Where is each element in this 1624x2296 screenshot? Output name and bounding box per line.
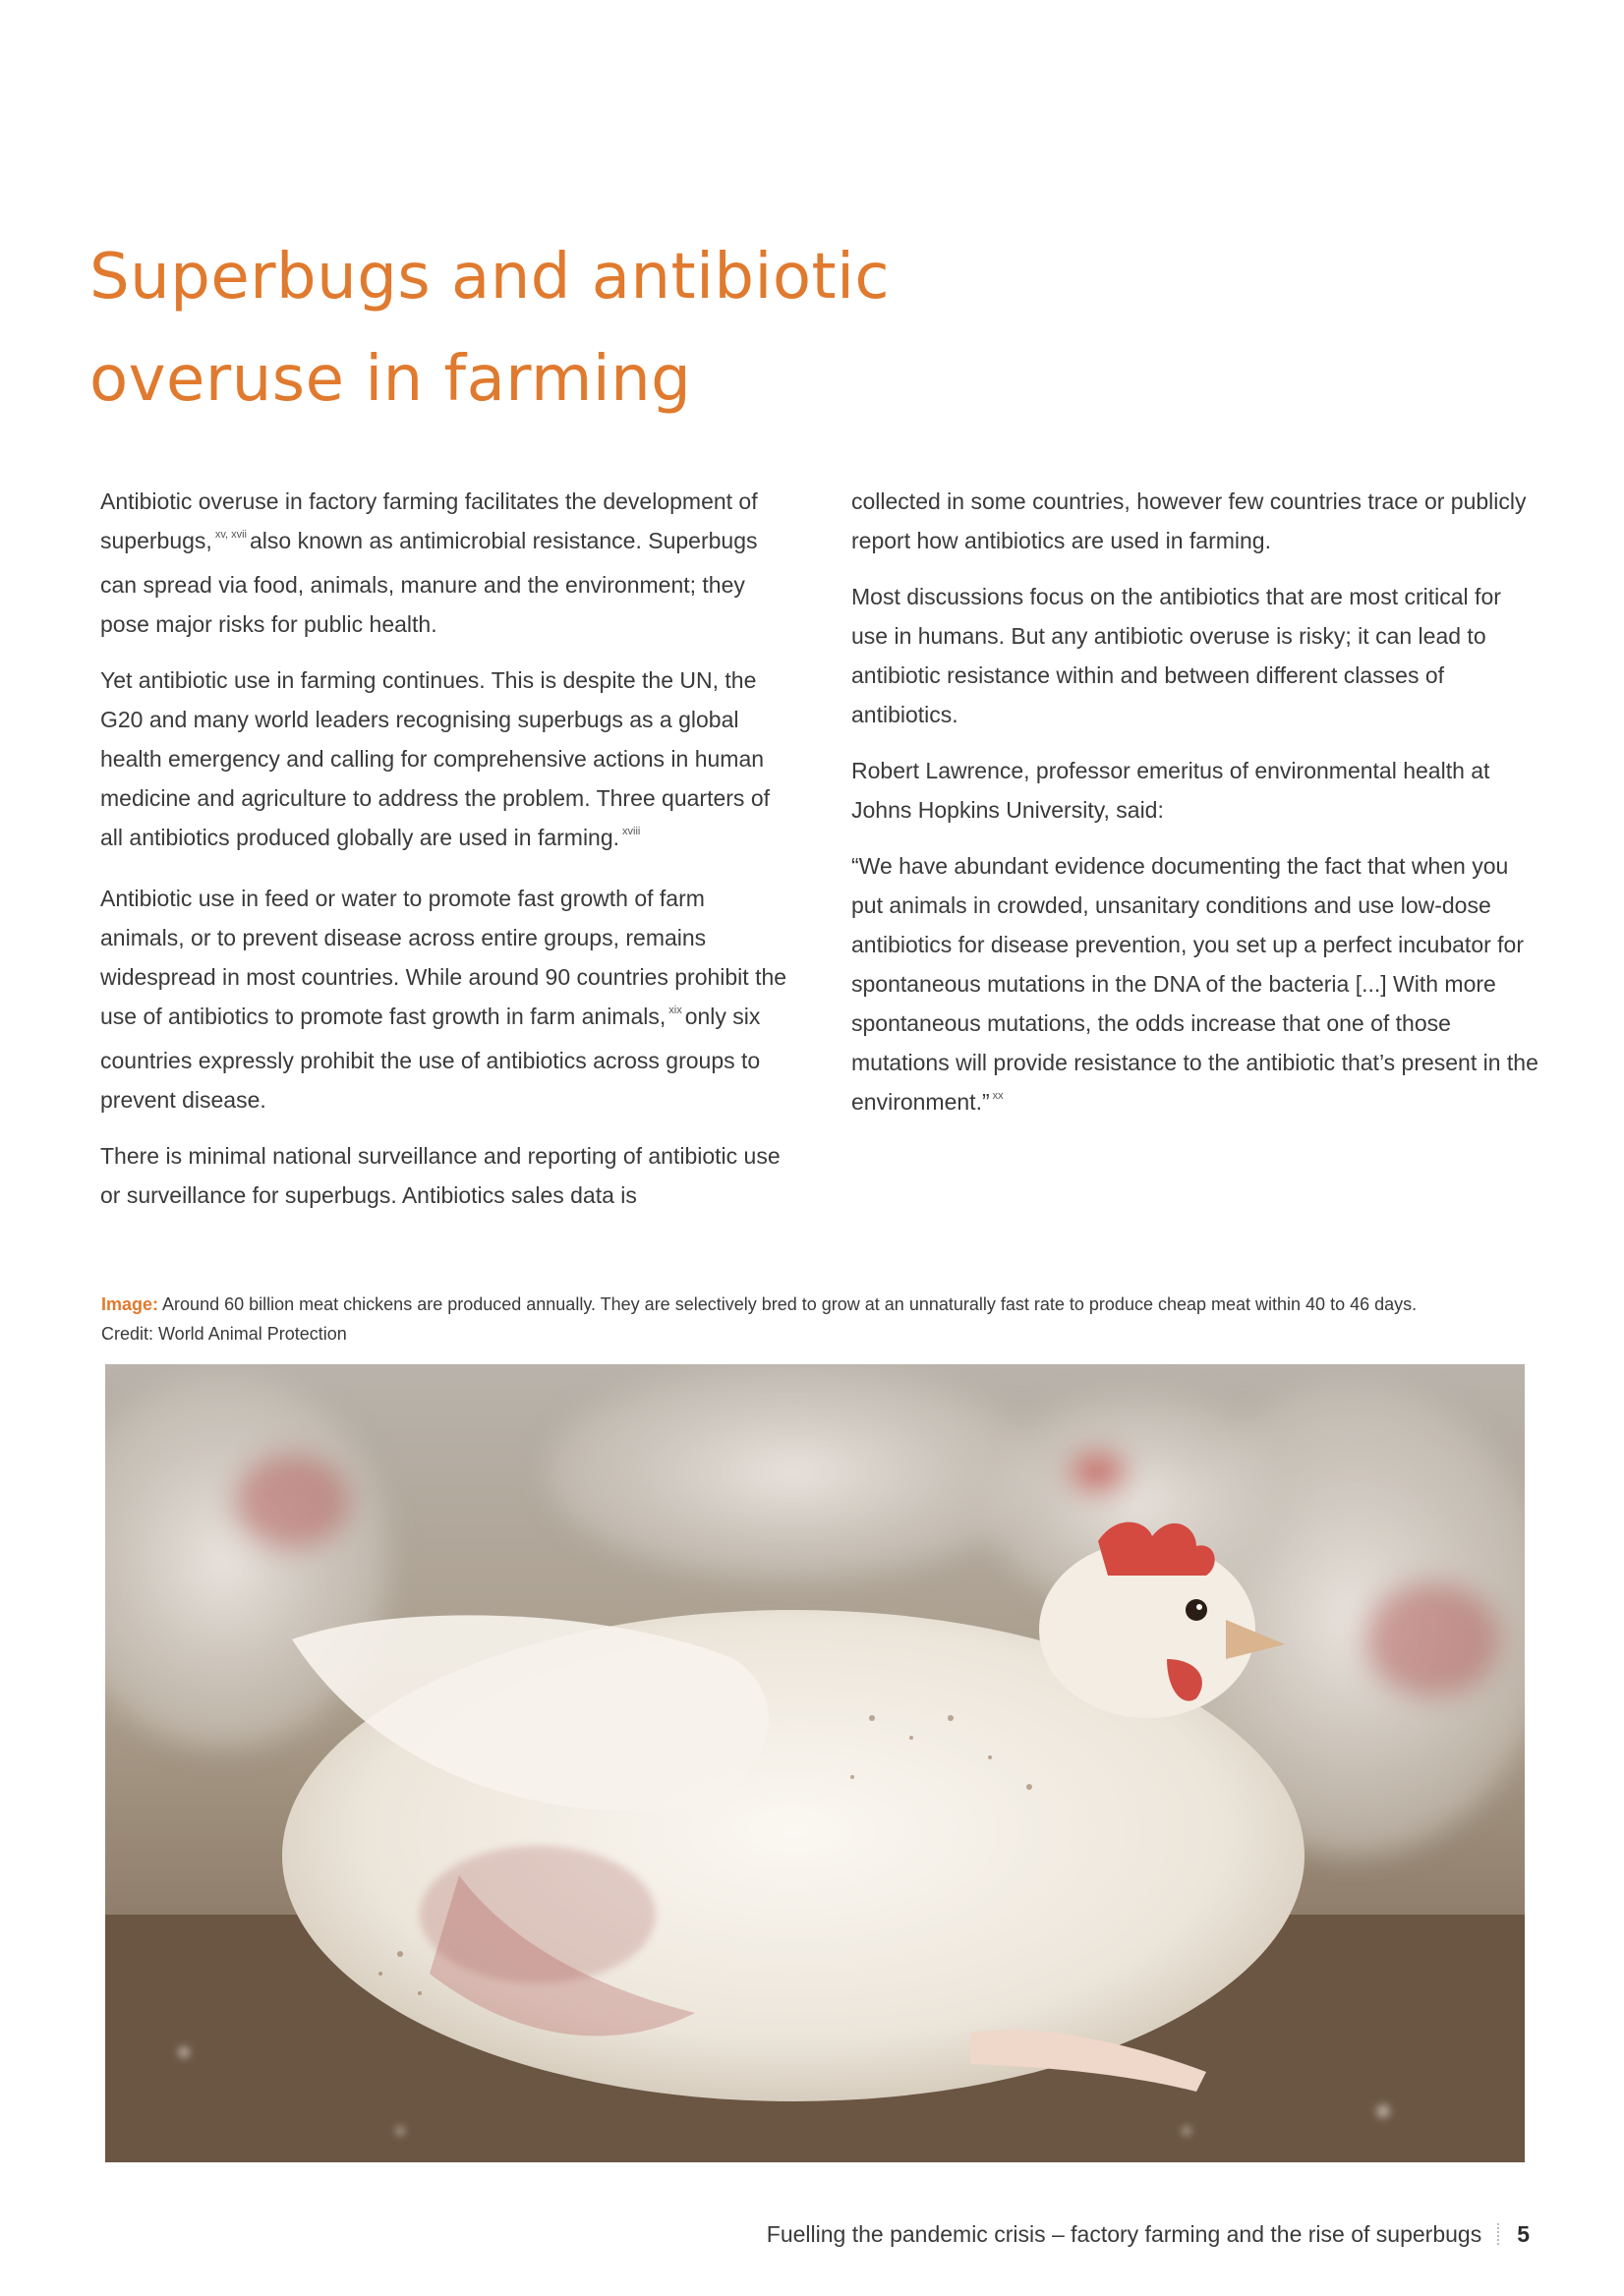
caption-text: Around 60 billion meat chickens are produced annually. They are selectively bred to grow at an unnaturally fast rate to produce cheap meat within 40 to 46 days. <box>162 1294 1418 1314</box>
title-line-1: Superbugs and antibiotic <box>89 241 891 314</box>
chicken-eye <box>1186 1599 1207 1621</box>
quote-text: “We have abundant evidence documenting the fact that when you put animals in crowded, unsanitary conditions and use low-dose antibiotics for disease prevention, you set up a perfect incubator for spontaneous mutations in the DNA of the bacteria [...] With more spontaneous mutations, the odds increase that one of those mutations will provide resistance to the antibiotic that’s present in the environment.” <box>851 853 1538 1115</box>
paragraph <box>100 660 788 862</box>
paragraph-text: only six countries expressly prohibit the use of antibiotics across groups to prevent disease. <box>100 1004 761 1113</box>
paragraph <box>851 482 1539 560</box>
right-column <box>851 482 1539 1143</box>
caption-label: Image: <box>101 1294 159 1314</box>
paragraph-text: collected in some countries, however few countries trace or publicly report how antibiotics are used in farming. <box>851 488 1527 553</box>
title-line-2: overuse in farming <box>89 343 692 416</box>
chicken-photo <box>105 1364 1525 2162</box>
footnote-ref: xviii <box>622 826 641 837</box>
left-column <box>100 482 788 1232</box>
paragraph-text: There is minimal national surveillance and reporting of antibiotic use or surveillance for superbugs. Antibiotics sales data is <box>100 1143 781 1208</box>
paragraph-text: also known as antimicrobial resistance. Superbugs can spread via food, animals, manure and the environment; they pose major risks for public health. <box>100 528 758 637</box>
caption-credit: Credit: World Animal Protection <box>101 1324 347 1344</box>
paragraph-text: Robert Lawrence, professor emeritus of environmental health at Johns Hopkins University, said: <box>851 758 1490 823</box>
quote-paragraph <box>851 846 1539 1126</box>
background-chicken <box>548 1364 1039 1580</box>
footer-divider <box>1497 2223 1501 2245</box>
paragraph-text: Antibiotic use in feed or water to promote fast growth of farm animals, or to prevent disease across entire groups, remains widespread in most countries. While around 90 countries prohibit the use of antibiotics to promote fast growth in farm animals, <box>100 886 787 1029</box>
page-footer <box>767 2219 1530 2249</box>
paragraph-text: Antibiotic overuse in factory farming facilitates the development of superbugs, <box>100 488 758 553</box>
footnote-ref: xv, xvii <box>214 529 247 541</box>
paragraph <box>100 1136 788 1215</box>
paragraph <box>100 482 788 644</box>
caption-line <box>101 1290 1556 1319</box>
image-caption <box>101 1290 1556 1349</box>
paragraph <box>851 577 1539 734</box>
page-number: 5 <box>1517 2221 1530 2247</box>
page-title <box>89 226 1073 430</box>
paragraph-text: Most discussions focus on the antibiotics that are most critical for use in humans. But any antibiotic overuse is risky; it can lead to antibiotic resistance within and between different classes of antibiotics. <box>851 584 1501 727</box>
footnote-ref: xix <box>668 1004 682 1016</box>
footer-text: Fuelling the pandemic crisis – factory farming and the rise of superbugs <box>766 2221 1482 2247</box>
paragraph <box>851 751 1539 830</box>
footnote-ref: xx <box>992 1090 1004 1102</box>
paragraph <box>100 879 788 1119</box>
paragraph-text: Yet antibiotic use in farming continues. This is despite the UN, the G20 and many world leaders recognising superbugs as a global health emergency and calling for comprehensive actions in human medicine and agriculture to address the problem. Three quarters of all antibiotics produced globally are used in farming. <box>100 667 771 850</box>
